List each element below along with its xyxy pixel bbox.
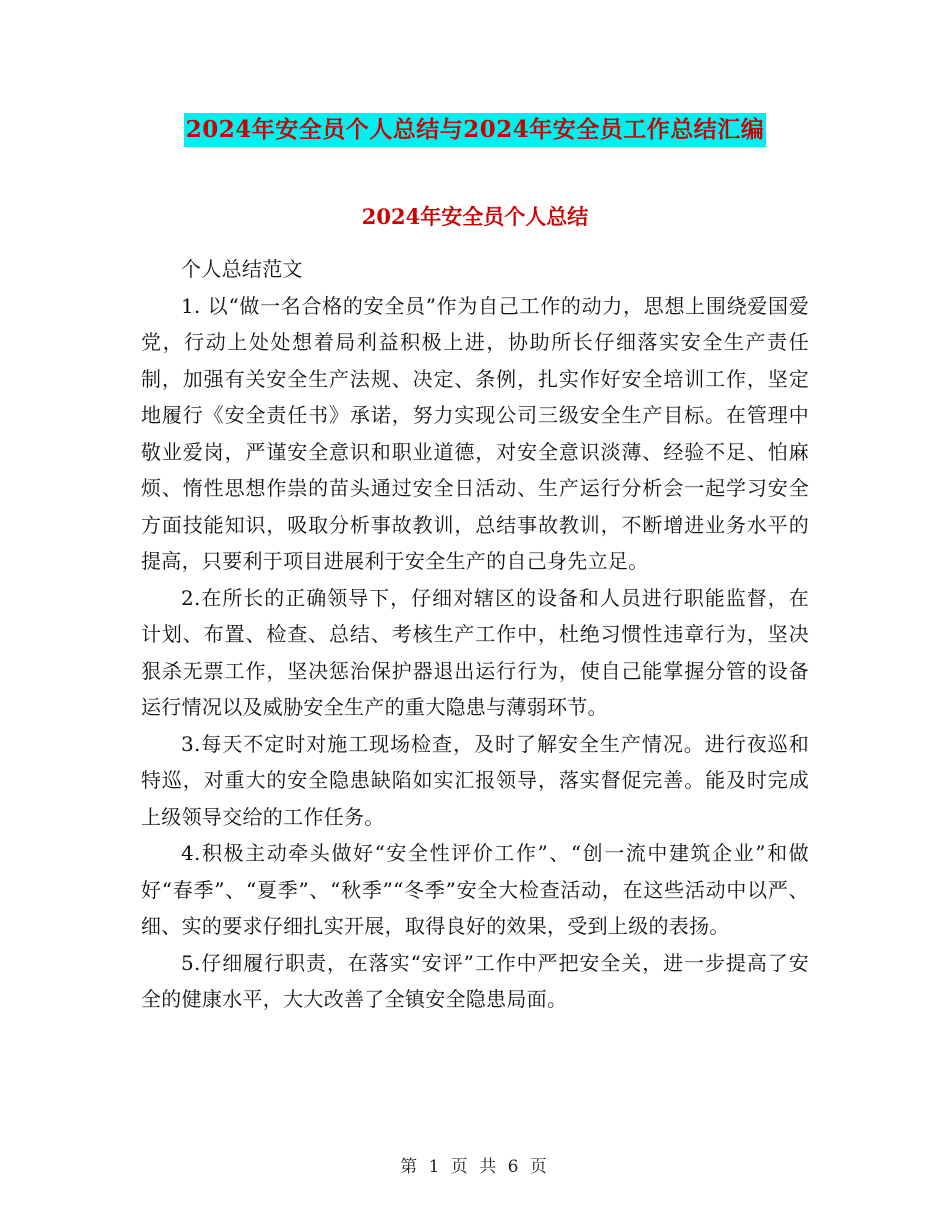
paragraph-2: 2.在所长的正确领导下，仔细对辖区的设备和人员进行职能监督，在计划、布置、检查、总结、考核生产工作中，杜绝习惯性违章行为，坚决狠杀无票工作，坚决惩治保护器退出运行行为，使自己能掌握分管的设备运行情况以及威胁安全生产的重大隐患与薄弱环节。	[141, 585, 809, 719]
document-title-container	[0, 113, 950, 147]
document-body	[141, 221, 809, 1018]
paragraph-5: 5.仔细履行职责，在落实“安评”工作中严把安全关，进一步提高了安全的健康水平，大大改善了全镇安全隐患局面。	[141, 950, 809, 1011]
section-title: 2024年安全员个人总结	[361, 204, 589, 229]
page-number-footer: 第 1 页 共 6 页	[400, 1157, 550, 1177]
paragraph-3: 3.每天不定时对施工现场检查，及时了解安全生产情况。进行夜巡和特巡，对重大的安全隐患缺陷如实汇报领导，落实督促完善。能及时完成上级领导交给的工作任务。	[141, 731, 809, 829]
paragraph-4: 4.积极主动牵头做好“安全性评价工作”、“创一流中建筑企业”和做好“春季”、“夏季”、“秋季”“冬季”安全大检查活动，在这些活动中以严、细、实的要求仔细扎实开展，取得良好的效果，受到上级的表扬。	[141, 841, 809, 938]
paragraph-intro: 个人总结范文	[181, 257, 303, 281]
document-title: 2024年安全员个人总结与2024年安全员工作总结汇编	[184, 113, 767, 147]
paragraph-1: 1. 以“做一名合格的安全员”作为自己工作的动力，思想上围绕爱国爱党，行动上处处想着局利益积极上进，协助所长仔细落实安全生产责任制，加强有关安全生产法规、决定、条例，扎实作好安全培训工作，坚定地履行《安全责任书》承诺，努力实现公司三级安全生产目标。在管理中敬业爱岗，严谨安全意识和职业道德，对安全意识淡薄、经验不足、怕麻烦、惰性思想作祟的苗头通过安全日活动、生产运行分析会一起学习安全方面技能知识，吸取分析事故教训，总结事故教训，不断增进业务水平的提高，只要利于项目进展利于安全生产的自己身先立足。	[141, 293, 809, 573]
